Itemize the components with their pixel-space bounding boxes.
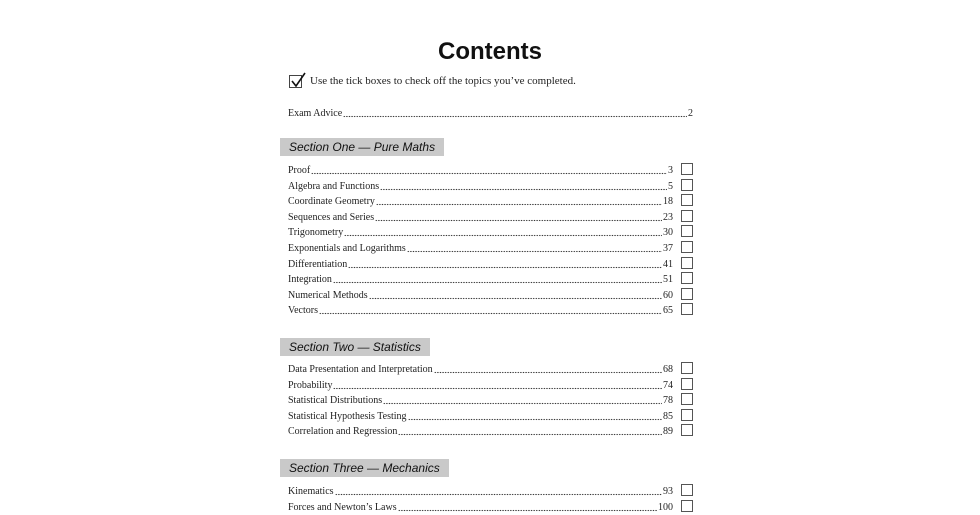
- dot-leader: [343, 115, 687, 118]
- toc-entry[interactable]: [288, 423, 673, 438]
- dot-leader: [344, 234, 662, 237]
- toc-entry-page: 65: [663, 305, 673, 316]
- topic-checkbox[interactable]: [681, 500, 693, 512]
- toc-entry-page: 100: [658, 502, 673, 513]
- toc-entry-title: Algebra and Functions: [288, 181, 380, 192]
- toc-entry-title: Trigonometry: [288, 227, 344, 238]
- topic-checkbox[interactable]: [681, 409, 693, 421]
- toc-entry-page: 18: [663, 196, 673, 207]
- toc-entry-page: 74: [663, 380, 673, 391]
- checkmark-icon: [289, 75, 302, 88]
- dot-leader: [398, 433, 662, 436]
- toc-entry[interactable]: [288, 256, 673, 271]
- toc-entry-title: Coordinate Geometry: [288, 196, 375, 207]
- page-title: Contents: [438, 38, 542, 65]
- dot-leader: [333, 281, 662, 284]
- toc-entry[interactable]: [288, 392, 673, 407]
- topic-checkbox[interactable]: [681, 288, 693, 300]
- topic-checkbox[interactable]: [681, 194, 693, 206]
- dot-leader: [375, 219, 662, 222]
- toc-entry[interactable]: [288, 302, 673, 317]
- topic-checkbox[interactable]: [681, 210, 693, 222]
- topic-checkbox[interactable]: [681, 424, 693, 436]
- section-heading: Section Two — Statistics: [280, 338, 430, 356]
- section-heading: Section Three — Mechanics: [280, 459, 449, 477]
- toc-entry-page: 89: [663, 426, 673, 437]
- toc-entry[interactable]: [288, 377, 673, 392]
- toc-entry[interactable]: [288, 408, 673, 423]
- toc-entry-title: Proof: [288, 165, 311, 176]
- toc-entry-title: Probability: [288, 380, 333, 391]
- topic-checkbox[interactable]: [681, 393, 693, 405]
- toc-entry-page: 5: [668, 181, 673, 192]
- topic-checkbox[interactable]: [681, 272, 693, 284]
- toc-entry-title: Exam Advice: [288, 108, 343, 119]
- toc-entry-title: Correlation and Regression: [288, 426, 398, 437]
- dot-leader: [369, 297, 662, 300]
- topic-checkbox[interactable]: [681, 241, 693, 253]
- toc-entry-title: Integration: [288, 274, 332, 285]
- dot-leader: [319, 312, 662, 315]
- dot-leader: [383, 402, 662, 405]
- toc-entry-page: 2: [688, 108, 693, 119]
- toc-entry-title: Exponentials and Logarithms: [288, 243, 406, 254]
- toc-entry[interactable]: [288, 361, 673, 376]
- topic-checkbox[interactable]: [681, 225, 693, 237]
- toc-entry[interactable]: [288, 162, 673, 177]
- toc-entry-page: 85: [663, 411, 673, 422]
- dot-leader: [333, 387, 662, 390]
- dot-leader: [434, 371, 662, 374]
- toc-entry-page: 51: [663, 274, 673, 285]
- toc-entry-title: Data Presentation and Interpretation: [288, 364, 433, 375]
- dot-leader: [376, 203, 662, 206]
- toc-entry-title: Numerical Methods: [288, 290, 368, 301]
- toc-entry-title: Statistical Distributions: [288, 395, 383, 406]
- toc-entry-title: Kinematics: [288, 486, 334, 497]
- instruction-text: Use the tick boxes to check off the topics you’ve completed.: [310, 75, 576, 87]
- toc-entry-title: Statistical Hypothesis Testing: [288, 411, 407, 422]
- dot-leader: [311, 172, 667, 175]
- toc-entry[interactable]: [288, 271, 673, 286]
- toc-entry[interactable]: [288, 499, 673, 514]
- toc-entry-page: 30: [663, 227, 673, 238]
- toc-entry-page: 3: [668, 165, 673, 176]
- section-heading: Section One — Pure Maths: [280, 138, 444, 156]
- toc-entry-exam-advice[interactable]: [288, 105, 693, 120]
- topic-checkbox[interactable]: [681, 257, 693, 269]
- toc-entry-page: 93: [663, 486, 673, 497]
- toc-entry[interactable]: [288, 483, 673, 498]
- topic-checkbox[interactable]: [681, 484, 693, 496]
- toc-entry-page: 41: [663, 259, 673, 270]
- toc-entry-title: Sequences and Series: [288, 212, 375, 223]
- dot-leader: [348, 266, 662, 269]
- toc-entry-title: Vectors: [288, 305, 318, 316]
- toc-entry-page: 78: [663, 395, 673, 406]
- dot-leader: [380, 188, 667, 191]
- toc-entry-page: 68: [663, 364, 673, 375]
- topic-checkbox[interactable]: [681, 378, 693, 390]
- dot-leader: [398, 509, 657, 512]
- toc-entry-page: 60: [663, 290, 673, 301]
- toc-entry[interactable]: [288, 224, 673, 239]
- toc-entry[interactable]: [288, 287, 673, 302]
- topic-checkbox[interactable]: [681, 303, 693, 315]
- toc-entry-title: Forces and Newton’s Laws: [288, 502, 397, 513]
- dot-leader: [408, 418, 662, 421]
- dot-leader: [335, 493, 662, 496]
- toc-entry[interactable]: [288, 178, 673, 193]
- toc-entry-title: Differentiation: [288, 259, 348, 270]
- toc-entry[interactable]: [288, 240, 673, 255]
- toc-entry-page: 37: [663, 243, 673, 254]
- topic-checkbox[interactable]: [681, 362, 693, 374]
- toc-entry-page: 23: [663, 212, 673, 223]
- toc-entry[interactable]: [288, 193, 673, 208]
- topic-checkbox[interactable]: [681, 163, 693, 175]
- topic-checkbox[interactable]: [681, 179, 693, 191]
- toc-entry[interactable]: [288, 209, 673, 224]
- instruction-row: [289, 72, 576, 90]
- dot-leader: [407, 250, 662, 253]
